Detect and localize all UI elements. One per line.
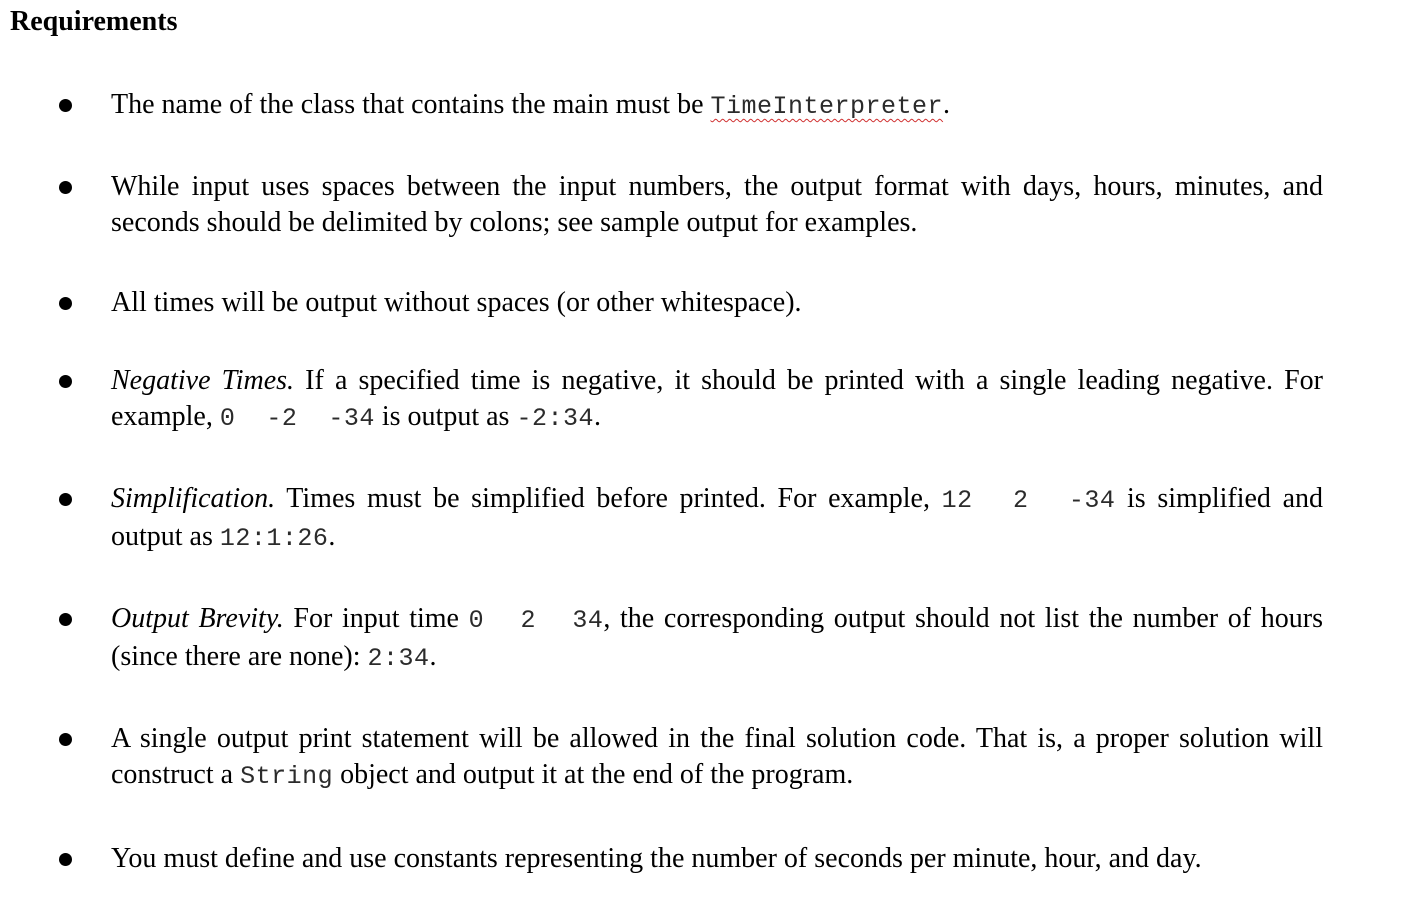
example-input-code: 0 -2 -34 <box>219 404 375 433</box>
bullet-icon <box>59 613 72 626</box>
bullet-icon <box>59 853 72 866</box>
text-segment: The name of the class that contains the main must be <box>111 89 711 120</box>
requirement-text: While input uses spaces between the input numbers, the output format with days, hours, minutes, and seconds should be delimited by colons; see sample output for examples. <box>111 171 1323 238</box>
example-output-code: 2:34 <box>367 644 430 673</box>
requirement-text <box>111 481 1323 557</box>
text-segment: is simplified and output as <box>111 483 1324 552</box>
bullet-icon <box>59 297 72 310</box>
example-input-code: 0 2 34 <box>468 606 604 635</box>
example-output-code: -2:34 <box>516 404 594 433</box>
text-segment: . <box>943 89 951 120</box>
text-segment: , the corresponding output should not list the number of hours (since there are none): <box>111 603 1323 672</box>
text-segment: For input time <box>283 603 469 634</box>
example-output-code: 12:1:26 <box>219 524 329 553</box>
requirement-text: All times will be output without spaces (or other whitespace). <box>111 287 802 318</box>
requirement-label: Output Brevity. <box>111 603 284 634</box>
text-segment: . <box>429 641 437 672</box>
text-segment: A single output print statement will be allowed in the final solution code. That is, a proper solution will construct a <box>111 723 1323 790</box>
text-segment: If a specified time is negative, it should be printed with a single leading negative. For example, <box>111 365 1323 432</box>
requirement-text <box>111 721 1323 795</box>
text-segment: . <box>593 401 601 432</box>
requirement-text <box>111 87 1323 125</box>
text-segment: Times must be simplified before printed. For example, <box>275 483 942 514</box>
requirement-label: Negative Times. <box>111 365 295 396</box>
requirement-text <box>111 363 1323 437</box>
text-segment: object and output it at the end of the program. <box>333 759 854 790</box>
class-name-code: TimeInterpreter <box>710 92 944 121</box>
bullet-icon <box>59 99 72 112</box>
section-heading: Requirements <box>10 6 178 37</box>
bullet-icon <box>59 181 72 194</box>
bullet-icon <box>59 733 72 746</box>
text-segment: . <box>328 521 336 552</box>
bullet-icon <box>59 375 72 388</box>
example-input-code: 12 2 -34 <box>941 486 1116 515</box>
bullet-icon <box>59 493 72 506</box>
requirement-label: Simplification. <box>111 483 276 514</box>
string-type-code: String <box>240 762 334 791</box>
requirement-text: You must define and use constants representing the number of seconds per minute, hour, and day. <box>111 843 1202 874</box>
requirement-text <box>111 601 1323 677</box>
text-segment: is output as <box>374 401 517 432</box>
